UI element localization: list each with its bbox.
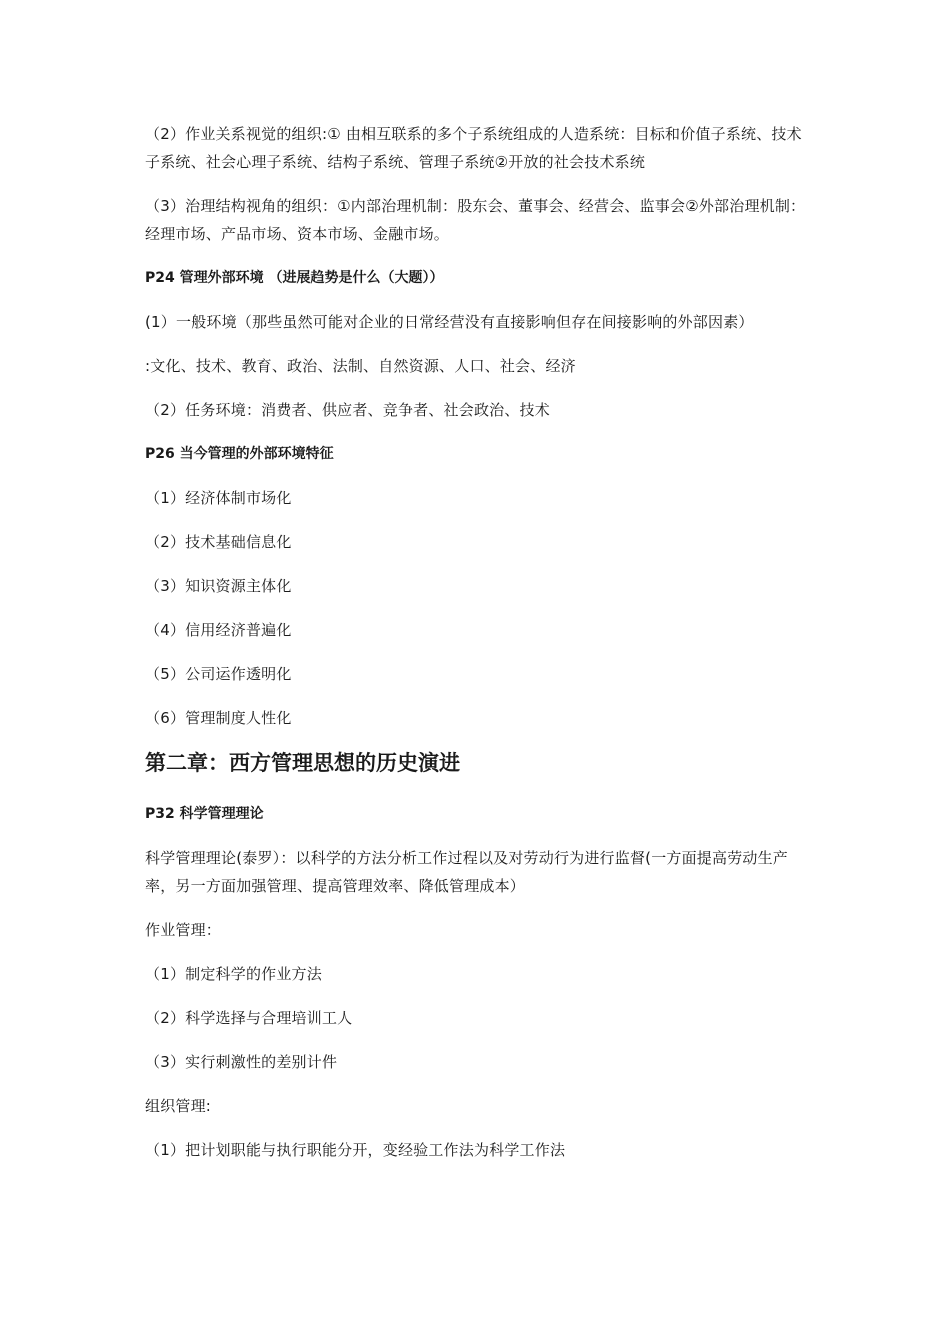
paragraph-scientific-management: 科学管理理论(泰罗）：以科学的方法分析工作过程以及对劳动行为进行监督(一方面提高劳动生产率，另一方面加强管理、提高管理效率、降低管理成本） [145,849,789,895]
paragraph-general-environment: (1）一般环境（那些虽然可能对企业的日常经营没有直接影响但存在间接影响的外部因素） [145,313,754,331]
list-item: （1）经济体制市场化 [145,489,292,507]
chapter-title: 第二章：西方管理思想的历史演进 [145,751,460,775]
list-item: （1）把计划职能与执行职能分开，变经验工作法为科学工作法 [145,1141,566,1159]
list-item: （6）管理制度人性化 [145,709,292,727]
paragraph-work-management-label: 作业管理： [145,921,222,939]
list-item: （4）信用经济普遍化 [145,621,292,639]
list-item: （5）公司运作透明化 [145,665,292,683]
paragraph-org-governance: （3）治理结构视角的组织：①内部治理机制：股东会、董事会、经营会、监事会②外部治理机制： 经理市场、产品市场、资本市场、金融市场。 [145,197,806,243]
paragraph-general-environment-items: :文化、技术、教育、政治、法制、自然资源、人口、社会、经济 [145,357,576,375]
list-item: （3）实行刺激性的差别计件 [145,1053,338,1071]
list-item: （2）科学选择与合理培训工人 [145,1009,353,1027]
paragraph-org-management-label: 组织管理: [145,1097,212,1115]
list-item: （3）知识资源主体化 [145,577,292,595]
list-item: （2）技术基础信息化 [145,533,292,551]
paragraph-org-work-relation: （2）作业关系视觉的组织:① 由相互联系的多个子系统组成的人造系统：目标和价值子系统、技术子系统、社会心理子系统、结构子系统、管理子系统②开放的社会技术系统 [145,125,802,171]
section-heading-p26: P26 当今管理的外部环境特征 [145,446,334,462]
section-heading-p24: P24 管理外部环境 （进展趋势是什么（大题）） [145,270,444,286]
section-heading-p32: P32 科学管理理论 [145,806,264,822]
list-item: （1）制定科学的作业方法 [145,965,322,983]
paragraph-task-environment: （2）任务环境：消费者、供应者、竞争者、社会政治、技术 [145,401,550,419]
document-page [145,120,815,1180]
